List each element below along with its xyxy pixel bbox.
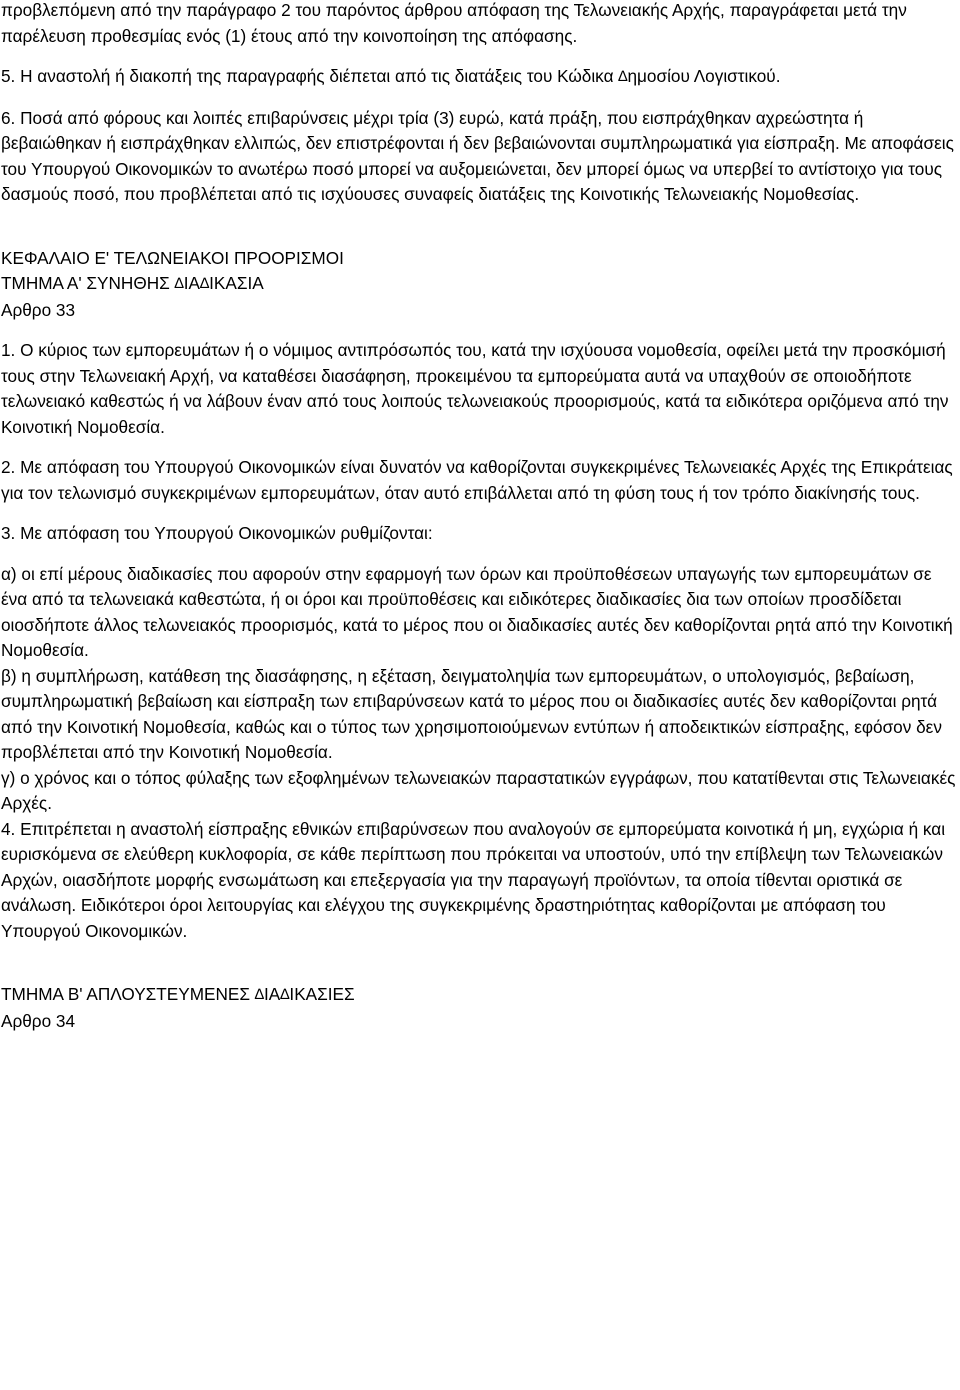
paragraph-5 (1, 64, 960, 91)
article-34-heading: Αρθρο 34 (1, 1010, 76, 1031)
section-b-text-3: ΙΚΑΣΙΕΣ (289, 984, 355, 1004)
delta-glyph: ∆ (280, 986, 290, 1003)
section-a-text-3: ΙΚΑΣΙΑ (209, 273, 264, 293)
delta-glyph: ∆ (174, 275, 184, 292)
paragraph-5-text-b: ημοσίου Λογιστικού. (627, 66, 781, 86)
paragraph-5-text-a: 5. Η αναστολή ή διακοπή της παραγραφής διέπεται από τις διατάξεις του Κώδικα (1, 66, 619, 86)
article-33-heading: Αρθρο 33 (1, 299, 76, 320)
paragraph-continued: προβλεπόμενη από την παράγραφο 2 του παρόντος άρθρου απόφαση της Τελωνειακής Αρχής, παραγράφεται μετά την παρέλευση προθεσμίας ενός (1) έτους από την κοινοποίηση της απόφασης. (1, 0, 907, 46)
delta-glyph: ∆ (254, 986, 264, 1003)
article-33-paragraph-3: 3. Με απόφαση του Υπουργού Οικονομικών ρυθμίζονται: (1, 523, 433, 543)
chapter-heading: ΚΕΦΑΛΑΙΟ Ε' ΤΕΛΩΝΕΙΑΚΟΙ ΠΡΟΟΡΙΣΜΟΙ (1, 247, 344, 268)
section-b-text-2: ΙΑ (263, 984, 281, 1004)
delta-glyph: ∆ (199, 275, 210, 292)
article-33-paragraph-4: 4. Επιτρέπεται η αναστολή είσπραξης εθνικών επιβαρύνσεων που αναλογούν σε εμπορεύματα κοινοτικά ή μη, εγχώρια ή και ευρισκόμενα σε ελεύθερη κυκλοφορία, σε κάθε περίπτωση που πρόκειται να υποστούν, υπό την επίβλεψη των Τελωνειακών Αρχών, οιασδήποτε μορφής ενσωμάτωση και επεξεργασία για την παραγωγή προϊόντων, τα οποία τίθενται οριστικά σε ανάλωση. Ειδικότεροι όροι λειτουργίας και ελέγχου της συγκεκριμένης δραστηριότητας καθορίζονται με απόφαση του Υπουργού Οικονομικών. (1, 818, 946, 941)
section-a-heading (1, 271, 960, 298)
section-a-text-1: ΤΜΗΜΑ Α' ΣΥΝΗΘΗΣ (1, 273, 175, 293)
section-b-text-1: ΤΜΗΜΑ Β' ΑΠΛΟΥΣΤΕΥΜΕΝΕΣ (1, 984, 255, 1004)
article-33-paragraph-3a: α) οι επί μέρους διαδικασίες που αφορούν στην εφαρμογή των όρων και προϋποθέσεων υπαγωγής των εμπορευμάτων σε ένα από τα τελωνειακά καθεστώτα, ή οι όροι και προϋποθέσεις και ειδικότερες διαδικασίες δια των οποίων προσδίδεται οιοσδήποτε άλλος τελωνειακός προορισμός, κατά το μέρος που οι διαδικασίες αυτές δεν καθορίζονται ρητά από την Κοινοτική Νομοθεσία. (1, 563, 953, 660)
section-b-heading (1, 982, 960, 1009)
article-33-paragraph-3c: γ) ο χρόνος και ο τόπος φύλαξης των εξοφλημένων τελωνειακών παραστατικών εγγράφων, που κατατίθενται στις Τελωνειακές Αρχές. (1, 767, 956, 813)
article-33-paragraph-1: 1. Ο κύριος των εμπορευμάτων ή ο νόμιμος αντιπρόσωπός του, κατά την ισχύουσα νομοθεσία, οφείλει μετά την προσκόμισή τους στην Τελωνειακή Αρχή, να καταθέσει διασάφηση, προκειμένου τα εμπορεύματα αυτά να υπαχθούν σε οποιοδήποτε τελωνειακό καθεστώς ή να λάβουν έναν από τους λοιπούς τελωνειακούς προορισμούς, κατά τα ειδικότερα οριζόμενα από την Κοινοτική Νομοθεσία. (1, 340, 949, 437)
article-33-paragraph-3b: β) η συμπλήρωση, κατάθεση της διασάφησης, η εξέταση, δειγματοληψία των εμπορευμάτων, ο υπολογισμός, βεβαίωση, συμπληρωματική βεβαίωση και είσπραξη των επιβαρύνσεων κατά το μέρος που οι διαδικασίες αυτές δεν καθορίζονται ρητά από την Κοινοτική Νομοθεσία, καθώς και ο τύπος των χρησιμοποιούμενων εντύπων ή αποδεικτικών είσπραξης, εφόσον δεν προβλέπεται από την Κοινοτική Νομοθεσία. (1, 665, 942, 762)
section-a-text-2: ΙΑ (183, 273, 200, 293)
article-33-paragraph-2: 2. Με απόφαση του Υπουργού Οικονομικών είναι δυνατόν να καθορίζονται συγκεκριμένες Τελωνειακές Αρχές της Επικράτειας για τον τελωνισμό συγκεκριμένων εμπορευμάτων, όταν αυτό επιβάλλεται από τη φύση τους ή τον τρόπο διακίνησής τους. (1, 457, 953, 503)
delta-glyph: ∆ (618, 68, 628, 85)
paragraph-6: 6. Ποσά από φόρους και λοιπές επιβαρύνσεις μέχρι τρία (3) ευρώ, κατά πράξη, που εισπράχθηκαν αχρεώστητα ή βεβαιώθηκαν ή εισπράχθηκαν ελλιπώς, δεν επιστρέφονται ή δεν βεβαιώνονται συμπληρωματικά για είσπραξη. Με αποφάσεις του Υπουργού Οικονομικών το ανωτέρω ποσό μπορεί να αυξομειώνεται, δεν μπορεί όμως να υπερβεί το αντίστοιχο για τους δασμούς ποσό, που προβλέπεται από τις ισχύουσες συναφείς διατάξεις της Κοινοτικής Τελωνειακής Νομοθεσίας. (1, 107, 954, 204)
